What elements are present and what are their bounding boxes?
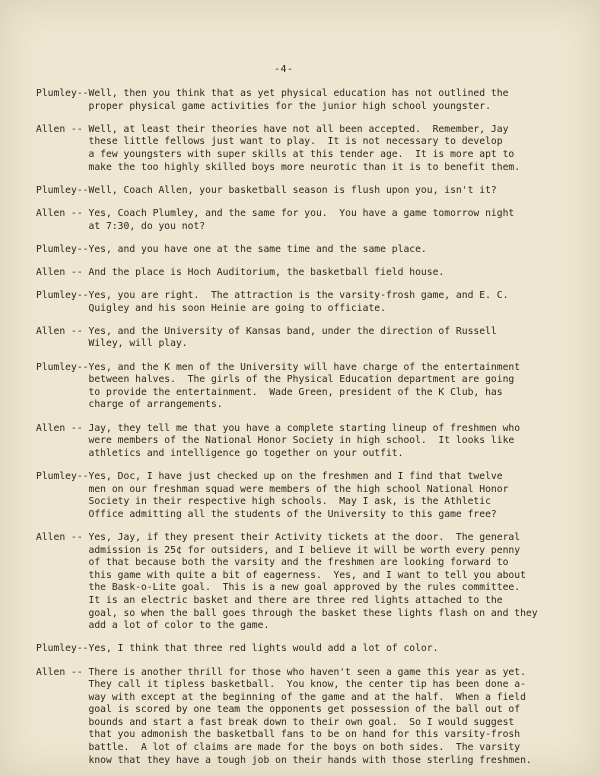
dialogue-line: the Bask-o-Lite goal. This is a new goal approved by the rules committee. [36,582,521,594]
dialogue-line: between halves. The girls of the Physical Education department are going [36,374,515,386]
interview-transcript [36,88,564,776]
dialogue-entry [36,124,564,174]
dialogue-line: this game with quite a bit of eagerness. Yes, and I want to tell you about [36,569,526,581]
dialogue-line: Plumley--Yes, and you have one at the same time and the same place. [36,243,427,255]
dialogue-entry [36,267,564,280]
dialogue-entry [36,208,564,233]
dialogue-line: know that they have a tough job on their hands with those sterling freshmen. [36,754,532,766]
page-number: -4- [274,64,294,75]
dialogue-entry [36,362,564,412]
dialogue-line: charge of arrangements. [36,399,223,411]
dialogue-line: Plumley--Well, Coach Allen, your basketball season is flush upon you, isn't it? [36,184,497,196]
dialogue-entry [36,290,564,315]
dialogue-line: Plumley--Yes, you are right. The attraction is the varsity-frosh game, and E. C. [36,290,509,302]
dialogue-line: It is an electric basket and there are three red lights attached to the [36,594,503,606]
dialogue-entry [36,185,564,198]
dialogue-line: Wiley, will play. [36,338,188,350]
dialogue-entry [36,326,564,351]
dialogue-line: Plumley--Yes, Doc, I have just checked up on the freshmen and I find that twelve [36,471,503,482]
dialogue-entry [36,643,564,656]
dialogue-line: Quigley and his soon Heinie are going to officiate. [36,302,386,314]
dialogue-entry [36,532,564,633]
dialogue-entry [36,423,564,461]
dialogue-line: Allen -- Yes, Coach Plumley, and the same for you. You have a game tomorrow night [36,207,515,219]
dialogue-line: that you admonish the basketball fans to be on hand for this varsity-frosh [36,729,521,741]
dialogue-entry [36,471,564,521]
dialogue-line: Allen -- Well, at least their theories have not all been accepted. Remember, Jay [36,123,509,135]
dialogue-entry [36,88,564,113]
dialogue-line: They call it tipless basketball. You know, the center tip has been done a- [36,679,526,691]
dialogue-line: admission is 25¢ for outsiders, and I believe it will be worth every penny [36,544,521,556]
dialogue-line: these little fellows just want to play. It is not necessary to develop [36,136,503,148]
dialogue-line: of that because both the varsity and the freshmen are looking forward to [36,557,509,569]
dialogue-line: Plumley--Yes, and the K men of the University will have charge of the entertainment [36,361,521,373]
dialogue-line: to provide the entertainment. Wade Green, president of the K Club, has [36,386,503,398]
dialogue-entry [36,244,564,257]
dialogue-line: Allen -- Yes, and the University of Kansas band, under the direction of Russell [36,325,497,337]
dialogue-line: Plumley--Well, then you think that as yet physical education has not outlined the [36,88,509,99]
dialogue-line: Society in their respective high schools. May I ask, is the Athletic [36,496,491,508]
dialogue-line: were members of the National Honor Society in high school. It looks like [36,435,515,447]
dialogue-line: men on our freshman squad were members of the high school National Honor [36,483,509,495]
dialogue-line: goal is scored by one team the opponents get possession of the ball out of [36,704,521,716]
dialogue-line: bounds and start a fast break down to their own goal. So I would suggest [36,716,515,728]
dialogue-line: proper physical game activities for the junior high school youngster. [36,100,491,112]
dialogue-line: way with except at the beginning of the game and at the half. When a field [36,691,526,703]
dialogue-line: Allen -- Yes, Jay, if they present their Activity tickets at the door. The general [36,531,521,543]
dialogue-entry [36,667,564,768]
dialogue-line: at 7:30, do you not? [36,220,206,232]
dialogue-line: Office admitting all the students of the University to this game free? [36,508,497,520]
dialogue-line: a few youngsters with super skills at this tender age. It is more apt to [36,148,515,160]
dialogue-line: athletics and intelligence go together on your outfit. [36,447,404,459]
dialogue-line: battle. A lot of claims are made for the boys on both sides. The varsity [36,742,521,754]
dialogue-line: add a lot of color to the game. [36,620,270,632]
dialogue-line: Allen -- Jay, they tell me that you have a complete starting lineup of freshmen who [36,422,521,434]
dialogue-line: goal, so when the ball goes through the basket these lights flash on and they [36,607,538,619]
dialogue-line: Allen -- And the place is Hoch Auditorium, the basketball field house. [36,266,445,278]
dialogue-line: Plumley--Yes, I think that three red lights would add a lot of color. [36,643,439,655]
dialogue-line: make the too highly skilled boys more neurotic than it is to benefit them. [36,161,521,173]
dialogue-line: Allen -- There is another thrill for those who haven't seen a game this year as yet. [36,666,526,678]
